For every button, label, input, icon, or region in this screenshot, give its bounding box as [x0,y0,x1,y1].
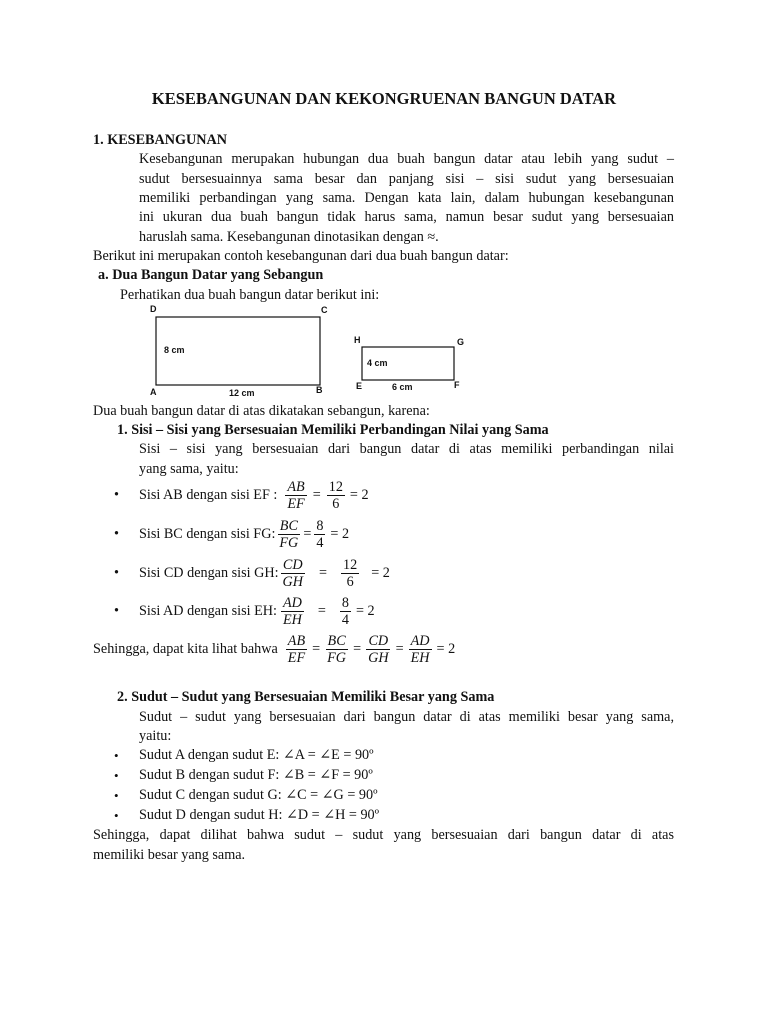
value-fraction: $\frac{8}{4}$ [341,595,349,629]
paragraph-line: Sisi – sisi yang bersesuaian dari bangun datar di atas memiliki perbandingan nilai [139,441,674,457]
bullet-icon: • [114,603,119,620]
corner-label-e: E [356,381,363,391]
rectangles-figure [140,300,480,400]
ratio-fraction: $\frac{CD}{GH}$ [282,557,304,591]
corner-label-h: H [354,335,361,345]
corner-label-g: G [457,337,465,347]
after-figure-text: Dua buah bangun datar di atas dikatakan sebangun, karena: [93,403,430,419]
angle-item: Sudut A dengan sudut E: ∠A = ∠E = 90º [139,747,374,763]
angle-item: Sudut B dengan sudut F: ∠B = ∠F = 90º [139,767,373,783]
conclusion-fraction: $\frac{BC}{FG}$ [327,633,347,667]
ratio-fraction: $\frac{BC}{FG}$ [279,518,299,552]
bullet-icon: • [114,768,119,783]
intro-text: Berikut ini merupakan contoh kesebangunan dari dua buah bangun datar: [93,248,509,264]
conclusion-fraction: $\frac{AD}{EH}$ [410,633,430,667]
paragraph-line: haruslah sama. Kesebangunan dinotasikan dengan ≈. [139,229,439,245]
ratio-result: = 2 [330,526,350,543]
page-title: KESEBANGUNAN DAN KEKONGRUENAN BANGUN DATAR [151,89,617,108]
paragraph-line: yang sama, yaitu: [139,461,239,477]
conclusion-line: Sehingga, dapat dilihat bahwa sudut – sudut yang bersesuaian dari bangun datar di atas [93,827,674,843]
width-label-abcd: 12 cm [229,388,255,398]
bullet-icon: • [114,788,119,803]
subsection-heading: a. Dua Bangun Datar yang Sebangun [98,267,324,283]
width-label-efgh: 6 cm [392,382,413,392]
ratio-fraction: $\frac{AD}{EH}$ [282,595,302,629]
point-heading: 2. Sudut – Sudut yang Bersesuaian Memiliki Besar yang Sama [117,689,495,705]
corner-label-c: C [321,305,328,315]
ratio-label: Sisi AD dengan sisi EH: [139,603,277,620]
ratio-result: = 2 [371,565,390,582]
paragraph-line: yaitu: [139,728,172,744]
ratio-row: • Sisi CD dengan sisi GH: $\frac{CD}{GH}$ = $\frac{12}{6}$ = 2 [114,557,390,591]
ratio-label: Sisi CD dengan sisi GH: [139,565,279,582]
ratio-row: • Sisi BC dengan sisi FG: $\frac{BC}{FG}$ = $\frac{8}{4}$ = 2 [114,518,350,552]
bullet-icon: • [114,526,119,543]
conclusion-fraction: $\frac{AB}{EF}$ [287,633,306,667]
paragraph-line: Kesebangunan merupakan hubungan dua buah bangun datar atau lebih yang sudut – [139,151,674,167]
value-fraction: $\frac{12}{6}$ [343,557,358,591]
corner-label-b: B [316,385,323,395]
conclusion-line: memiliki besar yang sama. [93,847,246,863]
bullet-icon: • [114,565,119,582]
paragraph-line: Sudut – sudut yang bersesuaian dari bangun datar di atas memiliki besar yang sama, [139,709,674,725]
ratio-result: = 2 [355,603,375,620]
conclusion-result: = 2 [436,641,456,658]
conclusion-text: Sehingga, dapat kita lihat bahwa [93,641,278,658]
angle-item: Sudut D dengan sudut H: ∠D = ∠H = 90º [139,807,380,823]
conclusion-row: Sehingga, dapat kita lihat bahwa $\frac{AB}{EF}$ = $\frac{BC}{FG}$ = $\frac{CD}{GH}$ = $\frac{AD}{EH}$ = 2 [93,633,456,667]
paragraph-line: ini ukuran dua buah bangun tidak harus sama, namun besar sudut yang bersesuaian [139,209,674,225]
subsection-text: Perhatikan dua buah bangun datar berikut ini: [120,287,380,303]
ratio-row: • Sisi AD dengan sisi EH: $\frac{AD}{EH}$ = $\frac{8}{4}$ = 2 [114,595,375,629]
paragraph-line: sudut bersesuainnya sama besar dan panjang sisi – sisi sudut yang bersesuaian [139,171,674,187]
ratio-row: • Sisi AB dengan sisi EF : $\frac{AB}{EF}$ = $\frac{12}{6}$ = 2 [114,479,369,513]
section-heading: 1. KESEBANGUNAN [93,132,228,148]
ratio-result: = 2 [349,487,369,504]
height-label-abcd: 8 cm [164,345,185,355]
value-fraction: $\frac{12}{6}$ [328,479,343,513]
ratio-label: Sisi AB dengan sisi EF : [139,487,278,504]
ratio-label: Sisi BC dengan sisi FG: [139,526,276,543]
ratio-fraction: $\frac{AB}{EF}$ [287,479,305,513]
height-label-efgh: 4 cm [367,358,388,368]
bullet-icon: • [114,808,119,823]
bullet-icon: • [114,487,119,504]
point-heading: 1. Sisi – Sisi yang Bersesuaian Memiliki Perbandingan Nilai yang Sama [117,422,549,438]
corner-label-f: F [454,380,460,390]
corner-label-a: A [150,387,157,397]
corner-label-d: D [150,304,157,314]
bullet-icon: • [114,748,119,763]
paragraph-line: memiliki perbandingan yang sama. Dengan kata lain, dalam hubungan kesebangunan [139,190,674,206]
value-fraction: $\frac{8}{4}$ [316,518,324,552]
conclusion-fraction: $\frac{CD}{GH}$ [368,633,389,667]
angle-item: Sudut C dengan sudut G: ∠C = ∠G = 90º [139,787,378,803]
